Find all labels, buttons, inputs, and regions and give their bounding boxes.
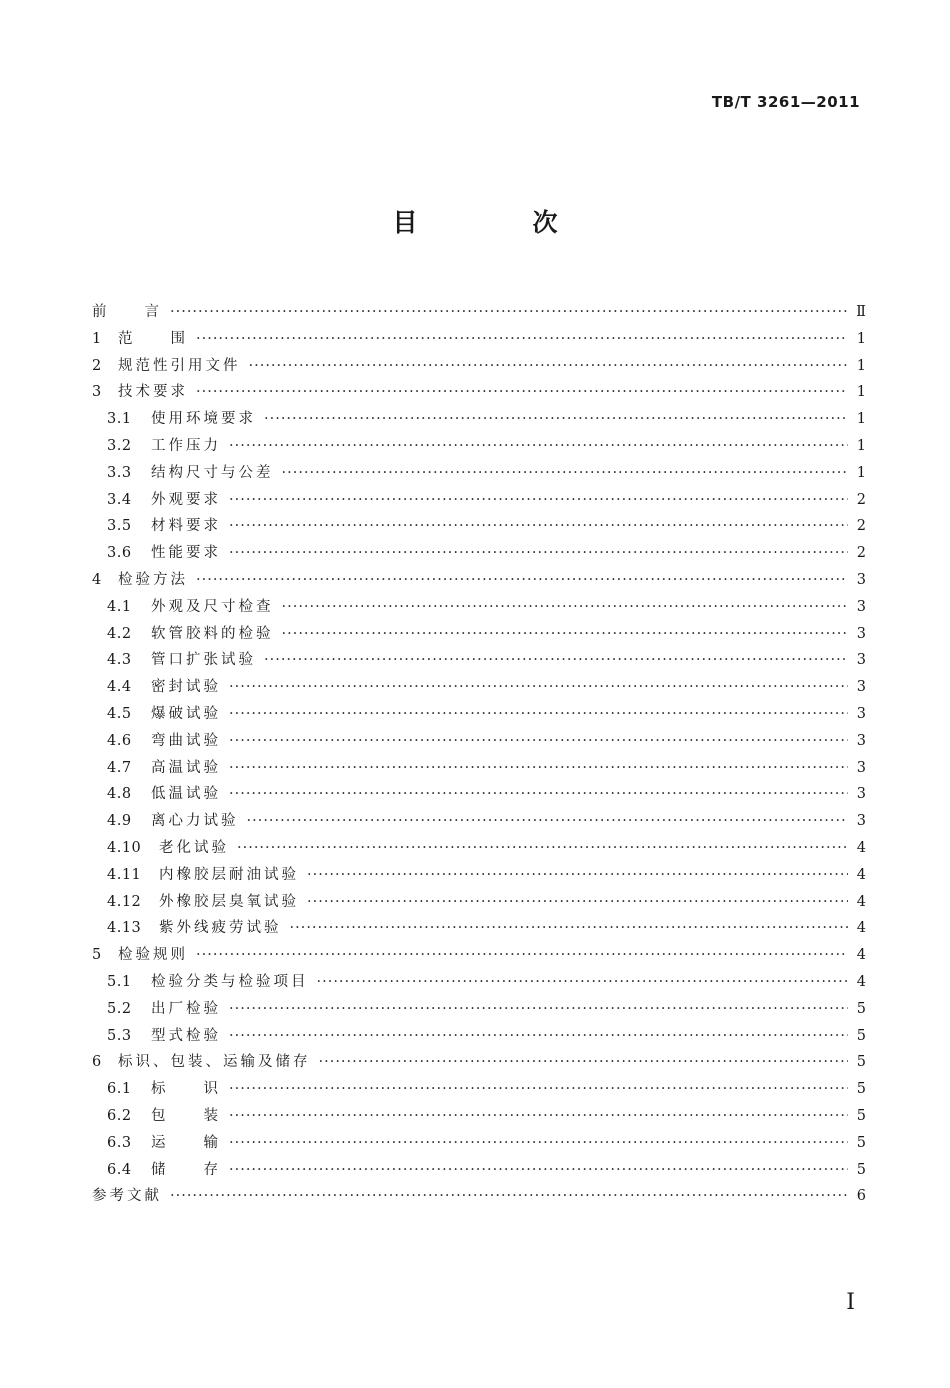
toc-entry-label: 范 围: [118, 330, 188, 347]
toc-entry-number: 3.1: [107, 411, 132, 428]
toc-entry-page: 3: [856, 679, 866, 696]
toc-entry-number: 4.1: [107, 598, 132, 615]
toc-entry[interactable]: [107, 407, 866, 431]
toc-leader-dots: [317, 970, 849, 994]
toc-entry-number: 3.5: [107, 518, 132, 535]
toc-entry-page: 6: [856, 1188, 866, 1205]
toc-entry[interactable]: [107, 1077, 866, 1101]
toc-entry[interactable]: [107, 916, 866, 940]
toc-leader-dots: [229, 756, 848, 780]
toc-leader-dots: [264, 648, 848, 672]
toc-entry[interactable]: [107, 782, 866, 806]
toc-entry[interactable]: [107, 809, 866, 833]
toc-entry-label: 管口扩张试验: [151, 652, 256, 669]
toc-entry[interactable]: [107, 756, 866, 780]
toc-entry-number: 4.4: [107, 679, 132, 696]
toc-entry-number: 3.4: [107, 491, 132, 508]
toc-entry[interactable]: [92, 380, 866, 404]
toc-entry-number: 4.2: [107, 625, 132, 642]
toc-entry[interactable]: [92, 354, 866, 378]
toc-entry[interactable]: [92, 327, 866, 351]
toc-entry-label: 运 输: [151, 1134, 221, 1151]
toc-entry-number: 4.13: [107, 920, 142, 937]
toc-entry-page: 3: [856, 652, 866, 669]
toc-leader-dots: [290, 916, 849, 940]
toc-entry-page: 1: [856, 384, 866, 401]
toc-entry-label: 爆破试验: [151, 706, 221, 722]
toc-leader-dots: [196, 380, 848, 404]
toc-entry-page: 1: [856, 411, 866, 428]
toc-entry[interactable]: [107, 675, 866, 699]
toc-entry-number: 4.6: [107, 732, 132, 749]
toc-entry-number: 2: [92, 357, 102, 374]
toc-entry-label: 低温试验: [151, 786, 221, 803]
toc-entry-label: 性能要求: [151, 545, 221, 562]
toc-entry-page: Ⅱ: [856, 304, 866, 320]
toc-leader-dots: [229, 782, 848, 806]
toc-entry-label: 使用环境要求: [151, 411, 256, 428]
toc-leader-dots: [307, 890, 848, 914]
toc-leader-dots: [170, 1184, 848, 1208]
toc-entry-page: 5: [856, 1134, 866, 1151]
toc-leader-dots: [229, 729, 848, 753]
toc-entry-page: 4: [856, 920, 866, 937]
toc-leader-dots: [229, 1077, 848, 1101]
toc-entry-page: 1: [856, 464, 866, 481]
toc-leader-dots: [229, 1158, 848, 1182]
toc-entry-page: 3: [856, 732, 866, 749]
toc-entry-page: 4: [856, 866, 866, 883]
toc-entry[interactable]: [107, 514, 866, 538]
toc-entry-page: 3: [856, 706, 866, 722]
toc-leader-dots: [229, 514, 848, 538]
toc-entry-page: 2: [856, 518, 866, 535]
toc-leader-dots: [196, 568, 848, 592]
toc-entry[interactable]: [92, 568, 866, 592]
toc-entry[interactable]: [107, 541, 866, 565]
toc-entry[interactable]: [107, 622, 866, 646]
toc-entry-number: 3: [92, 384, 102, 401]
toc-entry-label: 密封试验: [151, 679, 221, 696]
toc-leader-dots: [229, 1131, 848, 1155]
toc-leader-dots: [247, 809, 849, 833]
toc-entry-number: 3.2: [107, 438, 132, 454]
toc-entry-label: 工作压力: [151, 438, 221, 454]
toc-entry-page: 4: [856, 840, 866, 856]
toc-leader-dots: [229, 675, 848, 699]
toc-entry-label: 参考文献: [92, 1188, 162, 1205]
toc-entry-page: 3: [856, 572, 866, 588]
toc-entry[interactable]: [107, 434, 866, 458]
toc-entry[interactable]: [107, 1131, 866, 1155]
toc-leader-dots: [249, 354, 849, 378]
toc-entry[interactable]: [92, 943, 866, 967]
toc-entry-page: 3: [856, 759, 866, 776]
toc-leader-dots: [196, 943, 848, 967]
toc-entry[interactable]: [107, 970, 866, 994]
toc-entry-number: 3.6: [107, 545, 132, 562]
page-title: 目 次: [392, 208, 603, 237]
toc-entry-label: 标识、包装、运输及储存: [118, 1054, 311, 1071]
toc-entry-page: 3: [856, 786, 866, 803]
toc-entry-page: 5: [856, 1027, 866, 1044]
toc-entry-page: 5: [856, 1054, 866, 1071]
toc-entry-number: 5.2: [107, 1000, 132, 1017]
toc-entry-page: 5: [856, 1161, 866, 1178]
toc-entry-number: 4.7: [107, 759, 132, 776]
toc-leader-dots: [229, 702, 848, 726]
toc-entry-label: 材料要求: [151, 518, 221, 535]
toc-entry-number: 5.1: [107, 974, 132, 990]
toc-entry-page: 1: [856, 438, 866, 454]
toc-entry[interactable]: [107, 890, 866, 914]
toc-leader-dots: [229, 1024, 848, 1048]
toc-entry-label: 老化试验: [159, 840, 229, 856]
toc-entry[interactable]: [107, 863, 866, 887]
toc-leader-dots: [229, 1104, 848, 1128]
toc-entry-number: 6.3: [107, 1134, 132, 1151]
toc-entry[interactable]: [107, 729, 866, 753]
toc-entry-number: 6.1: [107, 1081, 132, 1098]
toc-leader-dots: [264, 407, 848, 431]
toc-entry-label: 型式检验: [151, 1027, 221, 1044]
toc-entry-page: 4: [856, 974, 866, 990]
toc-leader-dots: [170, 300, 848, 324]
toc-entry[interactable]: [92, 1184, 866, 1208]
toc-entry-label: 前 言: [92, 304, 162, 320]
toc-entry-number: 6.2: [107, 1108, 132, 1124]
toc-entry-page: 1: [856, 330, 866, 347]
toc-entry[interactable]: [107, 1024, 866, 1048]
toc-entry-number: 6: [92, 1054, 102, 1071]
toc-entry-label: 外橡胶层臭氧试验: [159, 893, 299, 910]
toc-entry-label: 离心力试验: [151, 813, 239, 830]
toc-entry-label: 外观及尺寸检查: [151, 598, 274, 615]
toc-entry[interactable]: [107, 648, 866, 672]
toc-entry-label: 技术要求: [118, 384, 188, 401]
toc-entry-label: 高温试验: [151, 759, 221, 776]
toc-entry-number: 5: [92, 947, 102, 964]
toc-entry-label: 内橡胶层耐油试验: [159, 866, 299, 883]
toc-entry-number: 4.12: [107, 893, 142, 910]
toc-entry-number: 4.11: [107, 866, 142, 883]
toc-entry[interactable]: [107, 997, 866, 1021]
toc-leader-dots: [307, 863, 848, 887]
toc-entry[interactable]: [107, 702, 866, 726]
toc-leader-dots: [229, 541, 848, 565]
toc-leader-dots: [319, 1050, 849, 1074]
toc-entry-number: 4: [92, 572, 102, 588]
toc-leader-dots: [196, 327, 848, 351]
toc-entry-label: 检验规则: [118, 947, 188, 964]
toc-leader-dots: [237, 836, 848, 860]
toc-entry-label: 包 装: [151, 1108, 221, 1124]
toc-entry-page: 5: [856, 1108, 866, 1124]
toc-entry-label: 软管胶料的检验: [151, 625, 274, 642]
toc-leader-dots: [282, 461, 849, 485]
toc-entry[interactable]: [107, 461, 866, 485]
toc-entry-label: 弯曲试验: [151, 732, 221, 749]
toc-entry[interactable]: [107, 1104, 866, 1128]
toc-entry-number: 4.8: [107, 786, 132, 803]
toc-entry-number: 4.10: [107, 840, 142, 856]
toc-entry-number: 4.9: [107, 813, 132, 830]
toc-entry-number: 1: [92, 330, 102, 347]
toc-entry-page: 2: [856, 491, 866, 508]
toc-entry-label: 出厂检验: [151, 1000, 221, 1017]
toc-entry[interactable]: [92, 1050, 866, 1074]
toc-entry-number: 3.3: [107, 464, 132, 481]
toc-entry[interactable]: [107, 836, 866, 860]
toc-entry-label: 检验方法: [118, 572, 188, 588]
toc-entry-label: 紫外线疲劳试验: [159, 920, 282, 937]
toc-entry-number: 4.3: [107, 652, 132, 669]
toc-entry-label: 标 识: [151, 1081, 221, 1098]
standard-code: TB/T 3261—2011: [711, 93, 860, 111]
toc-leader-dots: [229, 488, 848, 512]
toc-entry[interactable]: [107, 1158, 866, 1182]
toc-entry-page: 3: [856, 813, 866, 830]
toc-entry-label: 检验分类与检验项目: [151, 974, 309, 990]
toc-leader-dots: [229, 997, 848, 1021]
toc-entry-number: 4.5: [107, 706, 132, 722]
toc-entry-number: 5.3: [107, 1027, 132, 1044]
toc-entry-page: 2: [856, 545, 866, 562]
toc-entry-page: 3: [856, 598, 866, 615]
toc-entry[interactable]: [107, 488, 866, 512]
page-number: I: [846, 1290, 855, 1315]
toc-leader-dots: [282, 622, 849, 646]
toc-entry-number: 6.4: [107, 1161, 132, 1178]
toc-entry-page: 1: [856, 357, 866, 374]
toc-entry-label: 储 存: [151, 1161, 221, 1178]
toc-entry[interactable]: [92, 300, 866, 324]
toc-entry-page: 4: [856, 893, 866, 910]
toc-entry-label: 结构尺寸与公差: [151, 464, 274, 481]
toc-leader-dots: [282, 595, 849, 619]
toc-entry-page: 5: [856, 1081, 866, 1098]
toc-entry-label: 外观要求: [151, 491, 221, 508]
toc-entry-page: 3: [856, 625, 866, 642]
toc-leader-dots: [229, 434, 848, 458]
toc-entry-page: 5: [856, 1000, 866, 1017]
toc-entry-page: 4: [856, 947, 866, 964]
toc-entry-label: 规范性引用文件: [118, 357, 241, 374]
toc-entry[interactable]: [107, 595, 866, 619]
